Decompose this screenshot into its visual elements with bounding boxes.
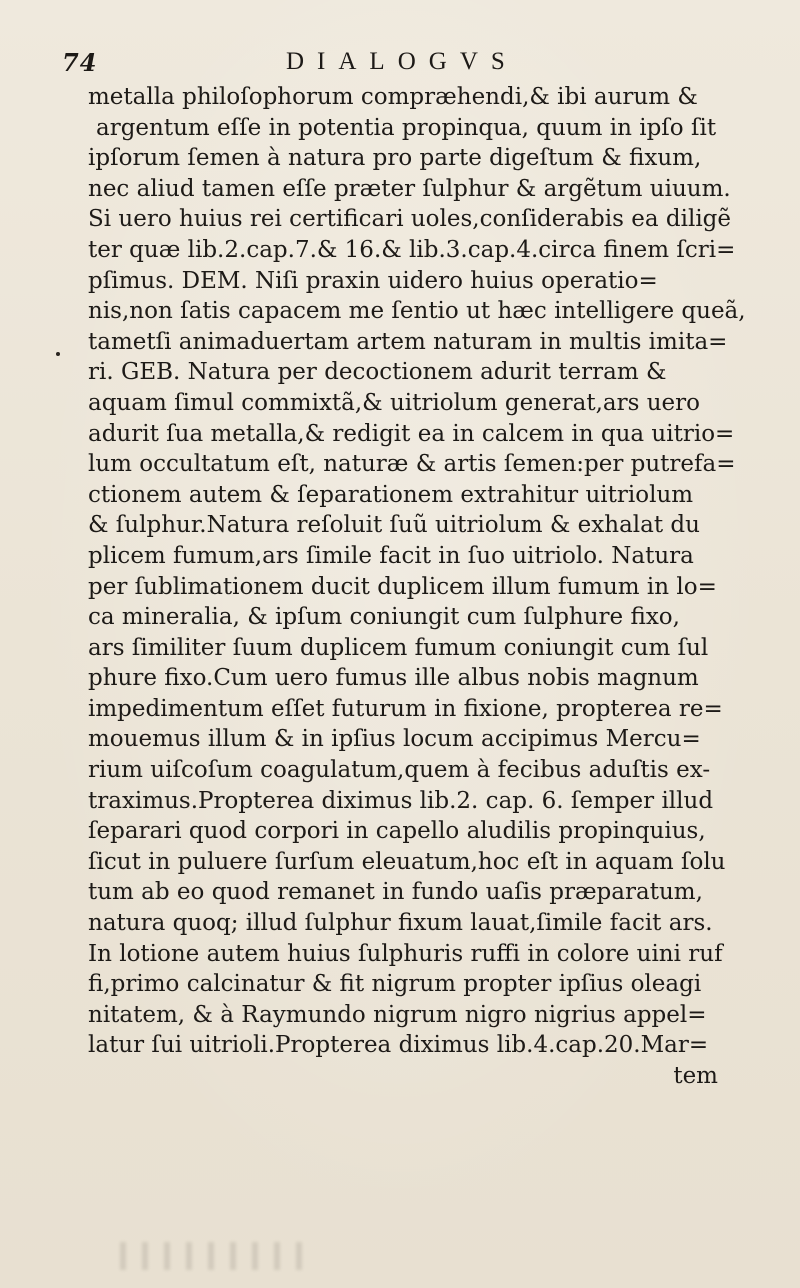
text-line: ter quæ lib.2.cap.7.& 16.& lib.3.cap.4.circa finem ſcri= — [88, 236, 736, 263]
text-line: ſicut in puluere ſurſum eleuatum,hoc eſt in aquam ſolu — [88, 848, 726, 875]
text-line: aquam ſimul commixtã,& uitriolum generat,ars uero — [88, 389, 700, 416]
running-title: DIALOGVS — [286, 48, 518, 75]
text-line: per ſublimationem ducit duplicem illum fumum in lo= — [88, 573, 717, 600]
text-line: rium uiſcoſum coagulatum,quem à fecibus aduſtis ex- — [88, 757, 711, 784]
text-line: natura quoq; illud ſulphur fixum lauat,ſimile facit ars. — [88, 910, 713, 937]
text-line: nis,non ſatis capacem me ſentio ut hæc intelligere queã, — [88, 298, 746, 325]
ink-bleed-through — [120, 1242, 310, 1270]
text-line: ctionem autem & ſeparationem extrahitur uitriolum — [88, 481, 694, 508]
text-line: lum occultatum eſt, naturæ & artis ſemen:per putrefa= — [88, 451, 736, 478]
text-line: argentum eſſe in potentia propinqua, quum in ipſo ſit — [96, 114, 717, 141]
text-line: ars ſimiliter ſuum duplicem fumum coniungit cum ſul — [88, 634, 709, 661]
text-line: impedimentum eſſet futurum in fixione, propterea re= — [88, 695, 723, 722]
body-text — [88, 82, 748, 1092]
text-line: ipſorum ſemen à natura pro parte digeſtum & fixum, — [88, 145, 702, 172]
page-number: 74 — [62, 48, 98, 77]
text-line: ca mineralia, & ipſum coniungit cum ſulphure fixo, — [88, 604, 680, 631]
text-line: mouemus illum & in ipſius locum accipimus Mercu= — [88, 726, 701, 753]
text-line: In lotione autem huius ſulphuris ruffi in colore uini ruf — [88, 940, 723, 967]
text-line: traximus.Propterea diximus lib.2. cap. 6. ſemper illud — [88, 787, 714, 814]
text-line: nec aliud tamen eſſe præter ſulphur & argẽtum uiuum. — [88, 175, 731, 202]
text-line: fi,primo calcinatur & fit nigrum propter ipſius oleagi — [88, 971, 702, 998]
text-line: ri. GEB. Natura per decoctionem adurit terram & — [88, 359, 667, 386]
text-line: phure fixo.Cum uero fumus ille albus nobis magnum — [88, 665, 699, 692]
text-line: tum ab eo quod remanet in fundo uaſis præparatum, — [88, 879, 703, 906]
text-line: latur ſui uitrioli.Propterea diximus lib.4.cap.20.Mar= — [88, 1032, 709, 1059]
text-line: nitatem, & à Raymundo nigrum nigro nigrius appel= — [88, 1001, 707, 1028]
text-line: Si uero huius rei certificari uoles,conſiderabis ea diligẽ — [88, 206, 732, 233]
text-line: adurit ſua metalla,& redigit ea in calcem in qua uitrio= — [88, 420, 735, 447]
text-line: metalla philoſophorum compræhendi,& ibi aurum & — [88, 84, 698, 110]
text-line: ſeparari quod corpori in capello aludilis propinquius, — [88, 818, 706, 845]
text-line: & ſulphur.Natura reſoluit ſuũ uitriolum & exhalat du — [88, 512, 700, 539]
page-header — [58, 42, 758, 82]
text-line: pſimus. DEM. Niſi praxin uidero huius operatio= — [88, 267, 658, 294]
margin-mark — [56, 352, 60, 356]
text-line: plicem fumum,ars ſimile facit in ſuo uitriolo. Natura — [88, 542, 694, 569]
catchword: tem — [673, 1063, 718, 1089]
text-line: tametſi animaduertam artem naturam in multis imita= — [88, 328, 728, 355]
